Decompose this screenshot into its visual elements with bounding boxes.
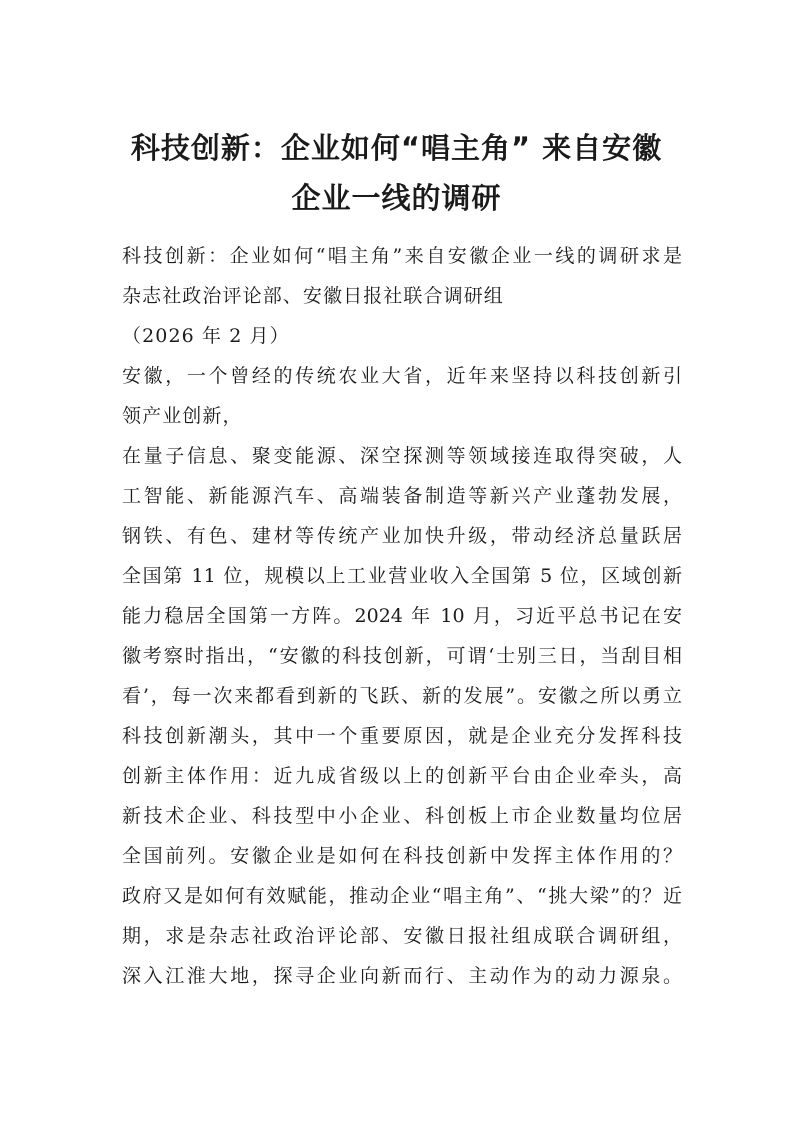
paragraph-line: 钢铁、有色、建材等传统产业加快升级，带动经济总量跃居 — [122, 525, 682, 547]
paragraph-line: 全国前列。安徽企业是如何在科技创新中发挥主体作用的？ — [122, 845, 682, 867]
paragraph-line: 期，求是杂志社政治评论部、安徽日报社组成联合调研组， — [122, 925, 682, 947]
byline-line-2: 杂志社政治评论部、安徽日报社联合调研组 — [122, 285, 504, 307]
paragraph-line: 工智能、新能源汽车、高端装备制造等新兴产业蓬勃发展， — [122, 485, 682, 507]
paragraph-line: 新技术企业、科技型中小企业、科创板上市企业数量均位居 — [122, 805, 682, 827]
document-body — [122, 236, 682, 996]
paragraph-line: 政府又是如何有效赋能，推动企业“唱主角”、“挑大梁”的？近 — [122, 885, 682, 907]
title-line-1: 科技创新：企业如何“唱主角” 来自安徽 — [130, 131, 663, 165]
paragraph-line: 创新主体作用：近九成省级以上的创新平台由企业牵头，高 — [122, 765, 682, 787]
paragraph-line: 在量子信息、聚变能源、深空探测等领域接连取得突破，人 — [122, 445, 682, 467]
paragraph-line: 全国第 11 位，规模以上工业营业收入全国第 5 位，区域创新 — [122, 565, 682, 587]
paragraph-line: 深入江淮大地，探寻企业向新而行、主动作为的动力源泉。 — [122, 965, 682, 987]
intro-line-2: 领产业创新， — [122, 405, 243, 427]
byline-line-1: 科技创新：企业如何“唱主角”来自安徽企业一线的调研求是 — [122, 245, 682, 267]
publication-date: （2026 年 2 月） — [122, 325, 290, 347]
paragraph-line: 能力稳居全国第一方阵。2024 年 10 月，习近平总书记在安 — [122, 605, 682, 627]
paragraph-line: 徽考察时指出，“安徽的科技创新，可谓‘士别三日，当刮目相 — [122, 645, 682, 667]
paragraph-line: 看’，每一次来都看到新的飞跃、新的发展”。安徽之所以勇立 — [122, 685, 682, 707]
intro-line-1: 安徽，一个曾经的传统农业大省，近年来坚持以科技创新引 — [122, 365, 682, 387]
title-line-2: 企业一线的调研 — [291, 181, 502, 215]
paragraph-line: 科技创新潮头，其中一个重要原因，就是企业充分发挥科技 — [122, 725, 682, 747]
